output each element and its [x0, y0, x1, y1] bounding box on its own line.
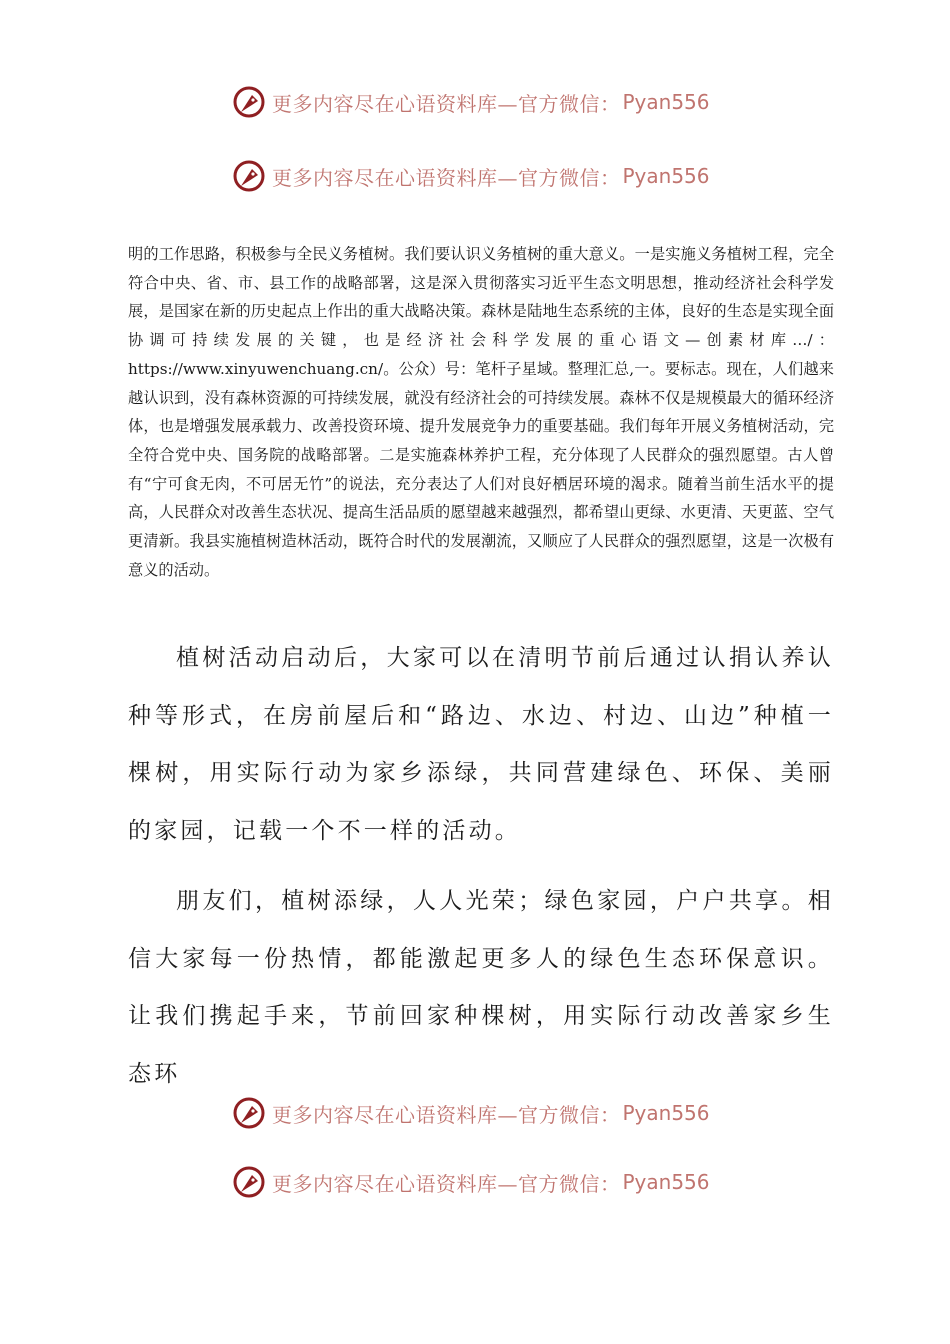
watermark-text: 更多内容尽在心语资料库—官方微信：: [272, 1102, 621, 1127]
watermark-text: 更多内容尽在心语资料库—官方微信：: [272, 1171, 621, 1196]
pen-nib-logo-icon: [232, 159, 266, 193]
pen-nib-logo-icon: [232, 1165, 266, 1199]
body-paragraph: 植树活动启动后，大家可以在清明节前后通过认捐认养认种等形式，在房前屋后和“路边、水边、村边、山边”种植一棵树，用实际行动为家乡添绿，共同营建绿色、环保、美丽的家园，记载一个不一样的活动。: [128, 645, 834, 844]
watermark-handle: Pyan556: [622, 1170, 710, 1194]
pen-nib-logo-icon: [232, 1096, 266, 1130]
watermark-text: 更多内容尽在心语资料库—官方微信：: [272, 165, 621, 190]
watermark-banner: [232, 84, 710, 120]
watermark-handle: Pyan556: [622, 1101, 710, 1125]
watermark-banner: [232, 158, 710, 194]
body-paragraph: 朋友们，植树添绿，人人光荣；绿色家园，户户共享。相信大家每一份热情，都能激起更多人的绿色生态环保意识。让我们携起手来，节前回家种棵树，用实际行动改善家乡生态环: [128, 888, 834, 1087]
watermark-banner: [232, 1164, 710, 1200]
watermark-handle: Pyan556: [622, 164, 710, 188]
pen-nib-logo-icon: [232, 85, 266, 119]
body-paragraph-small: 明的工作思路，积极参与全民义务植树。我们要认识义务植树的重大意义。一是实施义务植树工程，完全符合中央、省、市、县工作的战略部署，这是深入贯彻落实习近平生态文明思想，推动经济社会科学发展，是国家在新的历史起点上作出的重大战略决策。森林是陆地生态系统的主体，良好的生态是实现全面协调可持续发展的关键，也是经济社会科学发展的重心语文—创素材库…/：https://www.xinyuwenchuang.cn/。公众）号：笔杆子星域。整理汇总,一。要标志。现在，人们越来越认识到，没有森林资源的可持续发展，就没有经济社会的可持续发展。森林不仅是规模最大的循环经济体，也是增强发展承载力、改善投资环境、提升发展竞争力的重要基础。我们每年开展义务植树活动，完全符合党中央、国务院的战略部署。二是实施森林养护工程，充分体现了人民群众的强烈愿望。古人曾有“宁可食无肉，不可居无竹”的说法，充分表达了人们对良好栖居环境的渴求。随着当前生活水平的提高，人民群众对改善生态状况、提高生活品质的愿望越来越强烈，都希望山更绿、水更清、天更蓝、空气更清新。我县实施植树造林活动，既符合时代的发展潮流，又顺应了人民群众的强烈愿望，这是一次极有意义的活动。: [128, 245, 834, 579]
watermark-text: 更多内容尽在心语资料库—官方微信：: [272, 91, 621, 116]
watermark-banner: [232, 1095, 710, 1131]
watermark-handle: Pyan556: [622, 90, 710, 114]
